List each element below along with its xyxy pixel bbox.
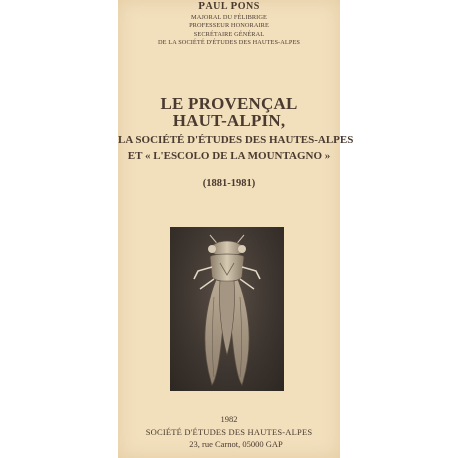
author-title-line: MAJORAL DU FÉLIBRIGE	[191, 14, 267, 21]
author-name: PAUL PONS	[198, 0, 260, 12]
book-title-line: HAUT-ALPIN,	[172, 111, 286, 130]
publication-year: 1982	[220, 414, 238, 424]
book-title-line: LE PROVENÇAL	[160, 94, 298, 113]
book-dates: (1881-1981)	[202, 178, 256, 189]
publisher-name: SOCIÉTÉ D'ÉTUDES DES HAUTES-ALPES	[145, 427, 313, 437]
book-cover	[118, 0, 354, 458]
author-title-line: DE LA SOCIÉTÉ D'ÉTUDES DES HAUTES-ALPES	[158, 38, 300, 46]
cicada-photograph	[170, 227, 284, 391]
author-title-line: PROFESSEUR HONORAIRE	[189, 22, 269, 30]
author-titles	[118, 14, 340, 47]
book-title	[118, 95, 340, 129]
book-subtitle	[118, 133, 354, 164]
book-subtitle-line: ET « L'ESCOLO DE LA MOUNTAGNO »	[127, 149, 331, 162]
book-subtitle-line: LA SOCIÉTÉ D'ÉTUDES DES HAUTES-ALPES	[118, 134, 354, 146]
publisher-address: 23, rue Carnot, 05000 GAP	[189, 439, 283, 449]
cicada-icon	[170, 227, 284, 391]
author-title-line: SECRÉTAIRE GÉNÉRAL	[193, 30, 265, 38]
